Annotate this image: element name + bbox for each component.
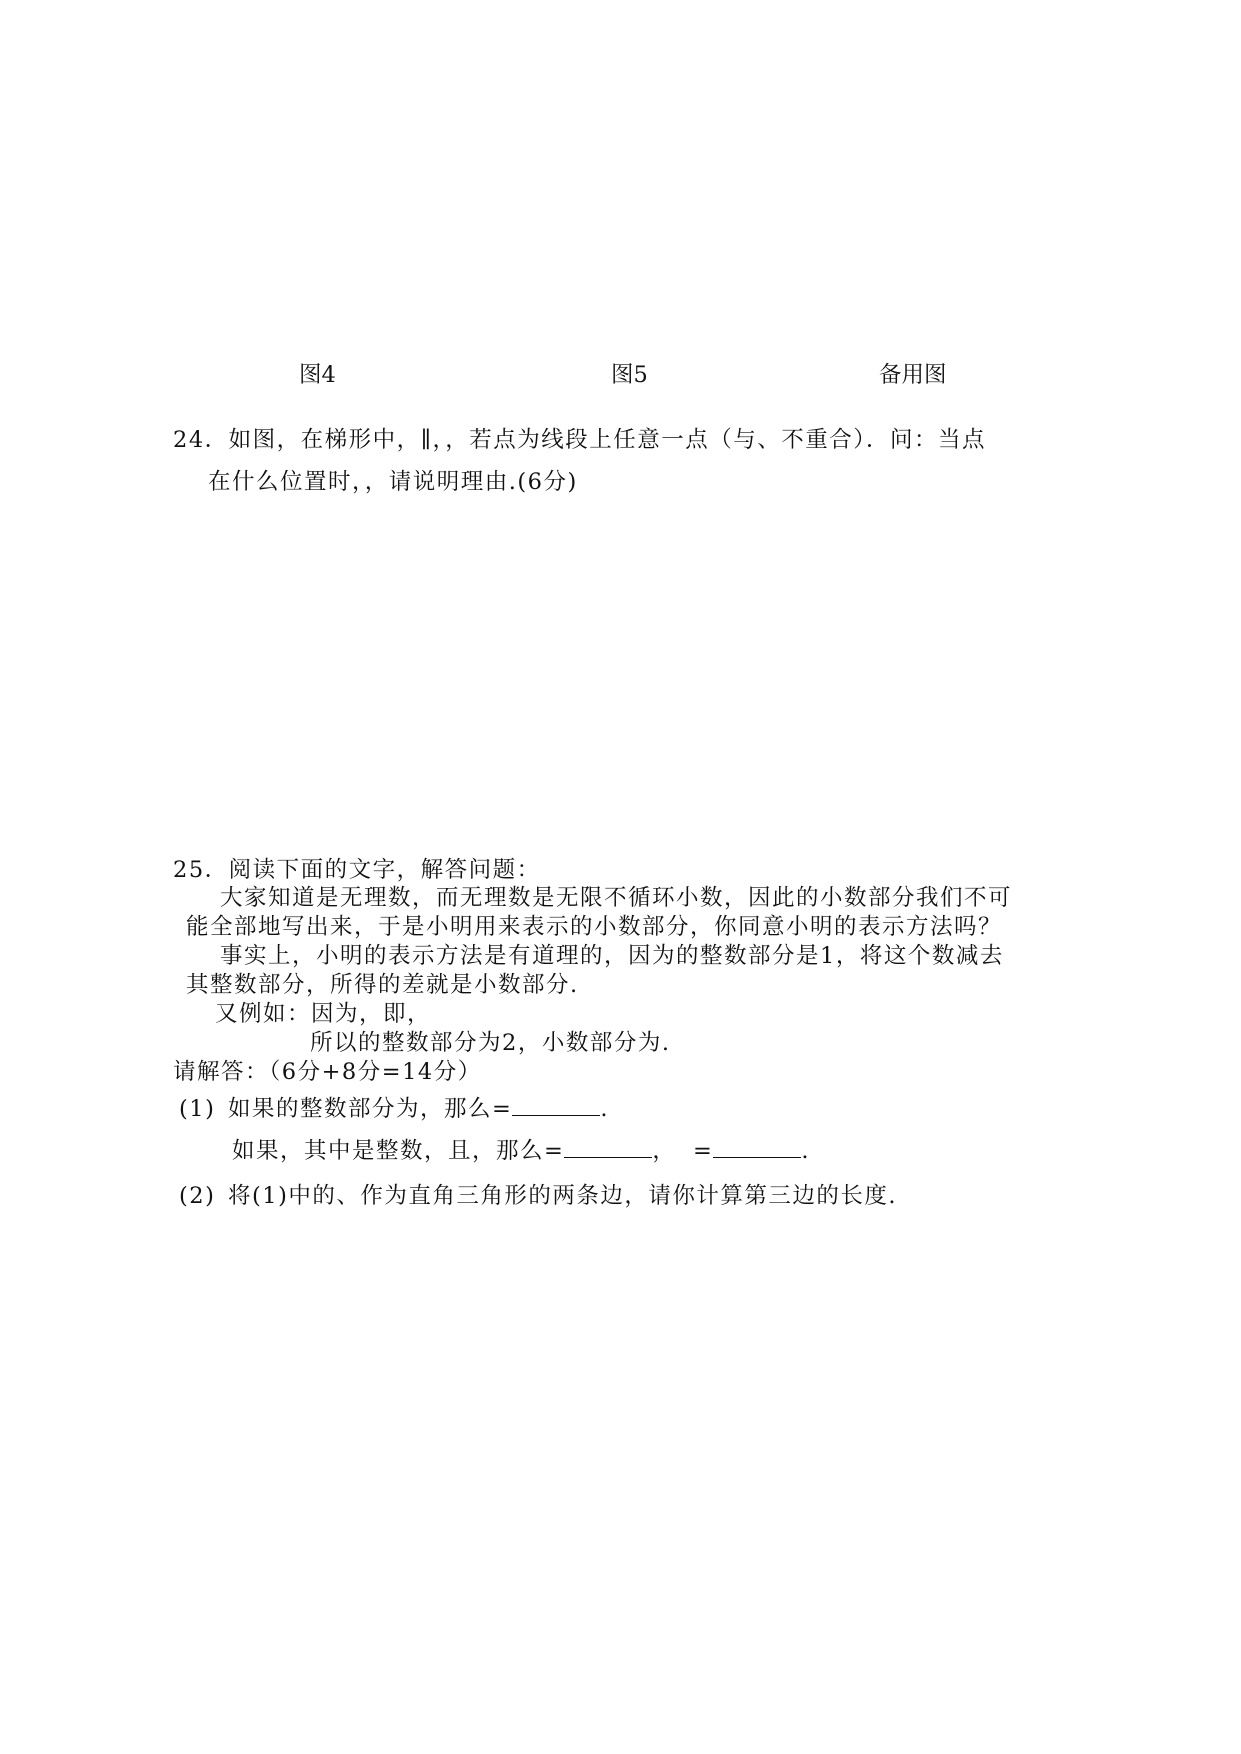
sub-question-2: [179, 1181, 897, 1211]
question-25-paragraph-1-line-1: 大家知道是无理数，而无理数是无限不循环小数，因此的小数部分我们不可: [220, 885, 1013, 911]
answer-blank-1[interactable]: [512, 1095, 600, 1116]
sub-question-2-marker: (2): [179, 1183, 216, 1209]
spare-figure-caption: 备用图: [879, 362, 947, 388]
question-25-number: 25．: [173, 857, 229, 883]
question-24-text: 如图，在梯形中，∥，，若点为线段上任意一点（与、不重合）．问：当点: [228, 427, 987, 453]
question-25-paragraph-1-line-2: 能全部地写出来，于是小明用来表示的小数部分，你同意小明的表示方法吗？: [186, 914, 1003, 940]
sub-question-1-line-2: [232, 1136, 810, 1166]
sub-question-2-text: 将(1)中的、作为直角三角形的两条边，请你计算第三边的长度.: [228, 1183, 898, 1209]
figure-5-caption: 图5: [611, 362, 648, 388]
sub-question-1-marker: (1): [179, 1096, 216, 1122]
question-25-paragraph-2-line-2: 其整数部分，所得的差就是小数部分.: [186, 972, 579, 998]
sub-question-1-end: .: [600, 1096, 610, 1122]
answer-blank-3[interactable]: [713, 1137, 801, 1158]
question-25-example-line-1: 又例如：因为，即，: [215, 1001, 432, 1027]
answer-blank-2[interactable]: [564, 1137, 652, 1158]
sub-question-1b-text: 如果，其中是整数，且，那么=: [232, 1138, 565, 1164]
question-25-heading-text: 阅读下面的文字，解答问题：: [228, 857, 541, 883]
sub-question-1b-equals: =: [693, 1138, 714, 1164]
question-25-paragraph-2-line-1: 事实上，小明的表示方法是有道理的，因为的整数部分是1，将这个数减去: [220, 943, 1004, 969]
question-25-prompt: 请解答：（6分+8分=14分）: [173, 1059, 482, 1085]
figure-4-caption: 图4: [299, 362, 336, 388]
question-25-example-line-2: 所以的整数部分为2，小数部分为.: [310, 1030, 671, 1056]
sub-question-1b-separator: ，: [652, 1138, 677, 1164]
question-24-number: 24．: [173, 427, 229, 453]
question-24-line-2: 在什么位置时，，请说明理由.(6分): [208, 469, 578, 495]
sub-question-1b-end: .: [801, 1138, 811, 1164]
question-25-heading: [173, 855, 541, 885]
question-24-line-1: [173, 425, 986, 455]
sub-question-1-text: 如果的整数部分为，那么=: [228, 1096, 513, 1122]
sub-question-1-line-1: [179, 1094, 609, 1124]
